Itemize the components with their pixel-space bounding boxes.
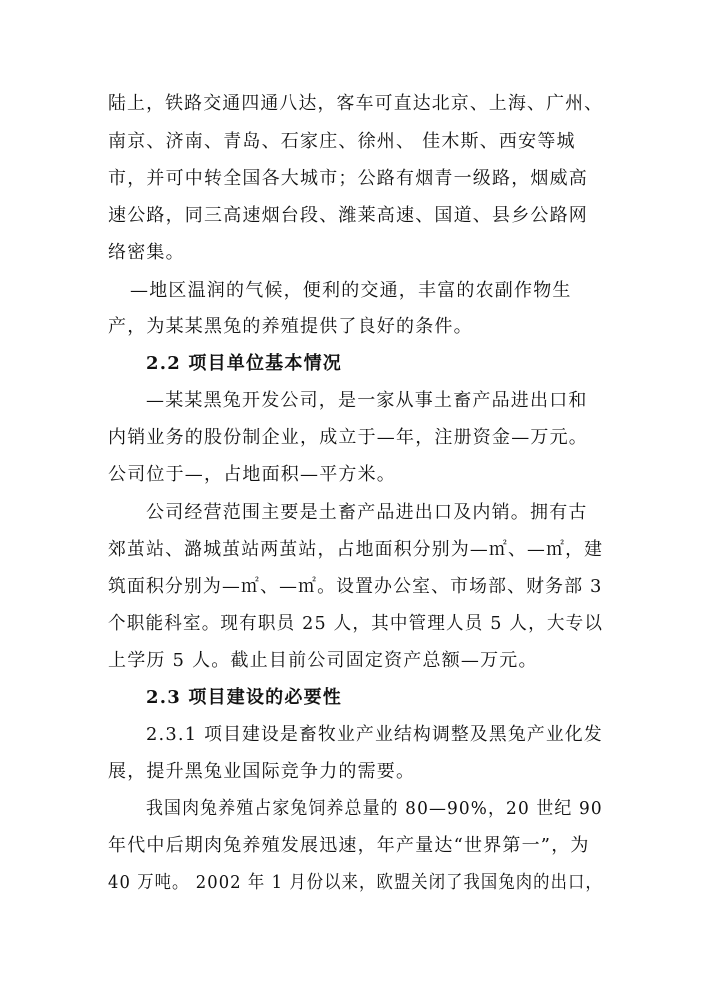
body-text-line: 公司位于—，占地面积—平方米。 [108, 464, 396, 485]
body-text-line: 产，为某某黑兔的养殖提供了良好的条件。 [108, 316, 473, 337]
paragraph-start-line: —某某黑兔开发公司，是一家从事土畜产品进出口和 [146, 390, 588, 411]
subsection-heading-2-3-1: 2.3.1 项目建设是畜牧业产业结构调整及黑兔产业化发 [146, 724, 603, 745]
section-heading-2-2: 2.2 项目单位基本情况 [146, 353, 342, 374]
body-text-line: 筑面积分别为—㎡、—㎡。设置办公室、市场部、财务部 3 [108, 576, 603, 597]
body-text-line: 上学历 5 人。截止目前公司固定资产总额—万元。 [108, 650, 538, 671]
section-heading-2-3: 2.3 项目建设的必要性 [146, 687, 342, 708]
body-text-line: 市，并可中转全国各大城市；公路有烟青一级路，烟威高 [108, 168, 588, 189]
body-text-line: 速公路，同三高速烟台段、潍莱高速、国道、县乡公路网 [108, 205, 588, 226]
body-text-line: 展，提升黑兔业国际竞争力的需要。 [108, 761, 416, 782]
paragraph-start-line: 我国肉兔养殖占家兔饲养总量的 80—90%，20 世纪 90 [146, 798, 603, 819]
body-text-line: 40 万吨。 2002 年 1 月份以来，欧盟关闭了我国兔肉的出口， [108, 872, 603, 893]
body-text-line: 陆上，铁路交通四通八达，客车可直达北京、上海、广州、 [108, 93, 604, 114]
paragraph-start-line: —地区温润的气候，便利的交通，丰富的农副作物生 [130, 280, 572, 301]
paragraph-start-line: 公司经营范围主要是土畜产品进出口及内销。拥有古 [146, 502, 588, 523]
body-text-line: 个职能科室。现有职员 25 人，其中管理人员 5 人，大专以 [108, 613, 604, 634]
body-text-line: 年代中后期肉兔养殖发展迅速，年产量达“世界第一”，为 [108, 835, 590, 856]
body-text-line: 南京、济南、青岛、石家庄、徐州、 佳木斯、西安等城 [108, 131, 576, 152]
body-text-line: 内销业务的股份制企业，成立于—年，注册资金—万元。 [108, 427, 588, 448]
body-text-line: 络密集。 [108, 242, 185, 263]
body-text-line: 郊茧站、潞城茧站两茧站，占地面积分别为—㎡、—㎡，建 [108, 539, 604, 560]
